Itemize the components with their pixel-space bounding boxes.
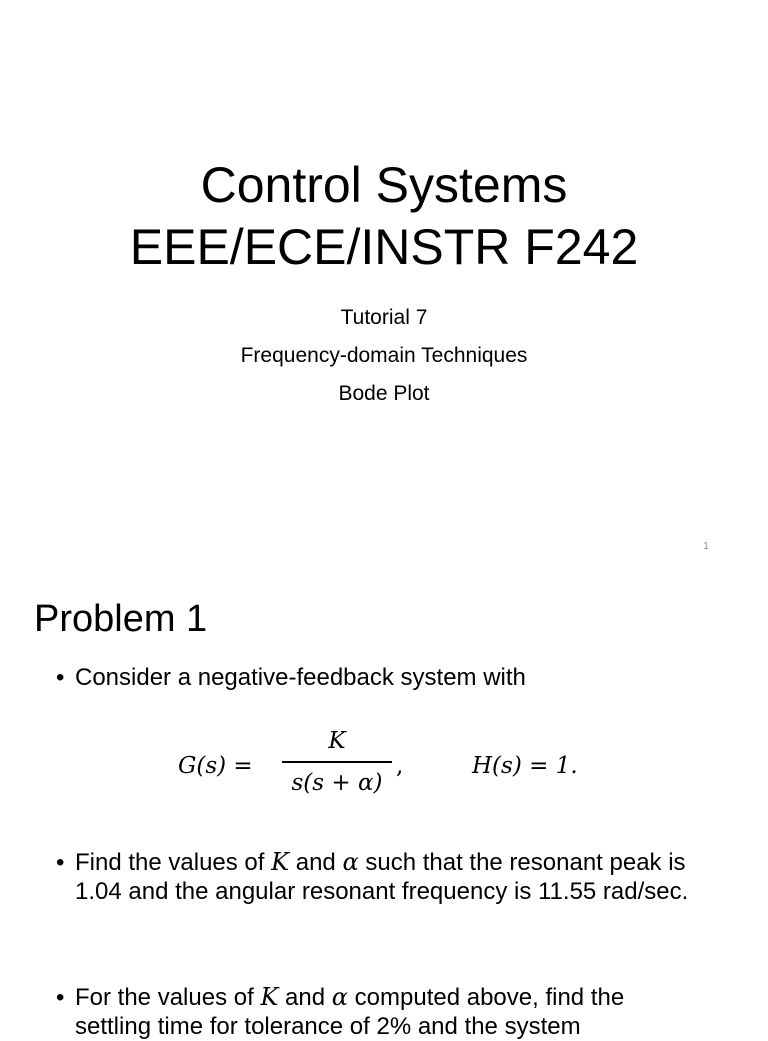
fraction-denominator: s(s + α) <box>291 769 383 796</box>
slide-number: 1 <box>703 541 709 552</box>
text-segment: computed above, find the settling time for tolerance of 2% and the system <box>75 984 625 1040</box>
transfer-function-equation <box>178 723 618 813</box>
bullet-text: Consider a negative-feedback system with <box>75 664 526 691</box>
text-segment: such that the resonant peak is 1.04 and the angular resonant frequency is 11.55 rad/sec. <box>75 849 689 905</box>
equation-comma: , <box>396 753 404 779</box>
text-segment: and <box>278 984 332 1011</box>
problem-heading: Problem 1 <box>34 598 208 640</box>
fraction-bar <box>282 761 392 763</box>
slide-subtitle <box>0 299 768 413</box>
bullet-item-find-values <box>56 848 706 906</box>
bullet-text <box>56 983 706 1041</box>
bullet-item-system <box>56 663 706 692</box>
equation-lhs: G(s) = <box>178 753 253 779</box>
subtitle-tutorial: Tutorial 7 <box>340 306 428 329</box>
title-line-code: EEE/ECE/INSTR F242 <box>129 219 639 275</box>
equation-fraction <box>282 723 392 801</box>
variable-alpha: α <box>342 848 359 876</box>
bullet-dot: • <box>56 849 65 876</box>
fraction-numerator: K <box>328 728 346 754</box>
bullet-dot: • <box>56 664 65 691</box>
text-segment: and <box>289 849 343 876</box>
subtitle-subtopic: Bode Plot <box>338 382 430 405</box>
text-segment: Find the values of <box>75 849 272 876</box>
variable-k: K <box>271 848 290 876</box>
problem-slide <box>0 565 768 1040</box>
title-line-course: Control Systems <box>200 157 568 213</box>
bullet-dot: • <box>56 984 65 1011</box>
bullet-item-settling-time <box>56 983 706 1041</box>
text-segment: For the values of <box>75 984 261 1011</box>
bullet-text <box>56 848 706 906</box>
variable-alpha: α <box>331 983 348 1011</box>
variable-k: K <box>260 983 279 1011</box>
slide-title <box>0 154 768 278</box>
subtitle-topic: Frequency-domain Techniques <box>240 344 528 367</box>
equation-rhs: H(s) = 1. <box>472 753 578 779</box>
